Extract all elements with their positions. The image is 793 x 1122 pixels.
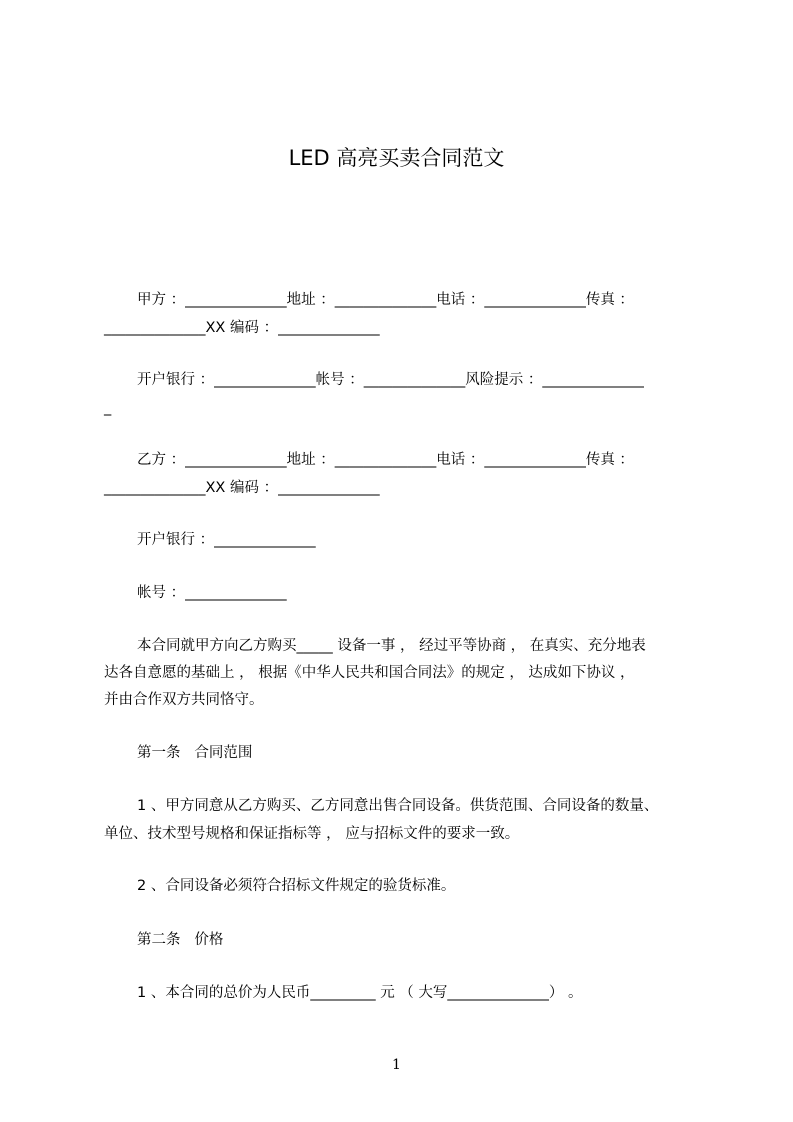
party-a-bank-line-2: _: [104, 400, 112, 416]
party-a-info-line-1: 甲方 ：______________地址 ：______________电话 ：______________传真 ：: [137, 292, 634, 308]
preamble-line-1: 本合同就甲方向乙方购买_____ 设备一事 ， 经过平等协商 ， 在真实、充分地表: [137, 638, 646, 654]
article-2-heading: 第二条 价格: [137, 932, 224, 948]
party-b-account-line: 帐号 ：______________: [137, 585, 287, 601]
article-2-clause-1: 1 、本合同的总价为人民币_________ 元 （ 大写______________） 。: [137, 985, 583, 1001]
party-a-bank-line-1: 开户银行 ：______________帐号 ：______________风险提示 ：______________: [137, 372, 644, 388]
party-a-info-line-2: ______________XX 编码 ：______________: [104, 320, 380, 336]
party-b-bank-line: 开户银行 ：______________: [137, 532, 316, 548]
article-1-clause-2: 2 、合同设备必须符合招标文件规定的验货标准。: [137, 878, 456, 894]
preamble-line-2: 达各自意愿的基础上 ， 根据《中华人民共和国合同法》的规定 ， 达成如下协议 ，: [104, 665, 635, 681]
document-title: LED 高亮买卖合同范文: [288, 146, 505, 170]
article-1-heading: 第一条 合同范围: [137, 745, 253, 761]
party-b-info-line-1: 乙方 ：______________地址 ：______________电话 ：______________传真 ：: [137, 452, 634, 468]
article-1-clause-1-line-2: 单位、技术型号规格和保证指标等 ， 应与招标文件的要求一致。: [104, 826, 520, 842]
article-1-clause-1-line-1: 1 、甲方同意从乙方购买、乙方同意出售合同设备。供货范围、合同设备的数量、: [137, 798, 659, 814]
preamble-line-3: 并由合作双方共同恪守。: [104, 692, 264, 708]
party-b-info-line-2: ______________XX 编码 ：______________: [104, 480, 380, 496]
page-number: 1: [392, 1057, 401, 1073]
